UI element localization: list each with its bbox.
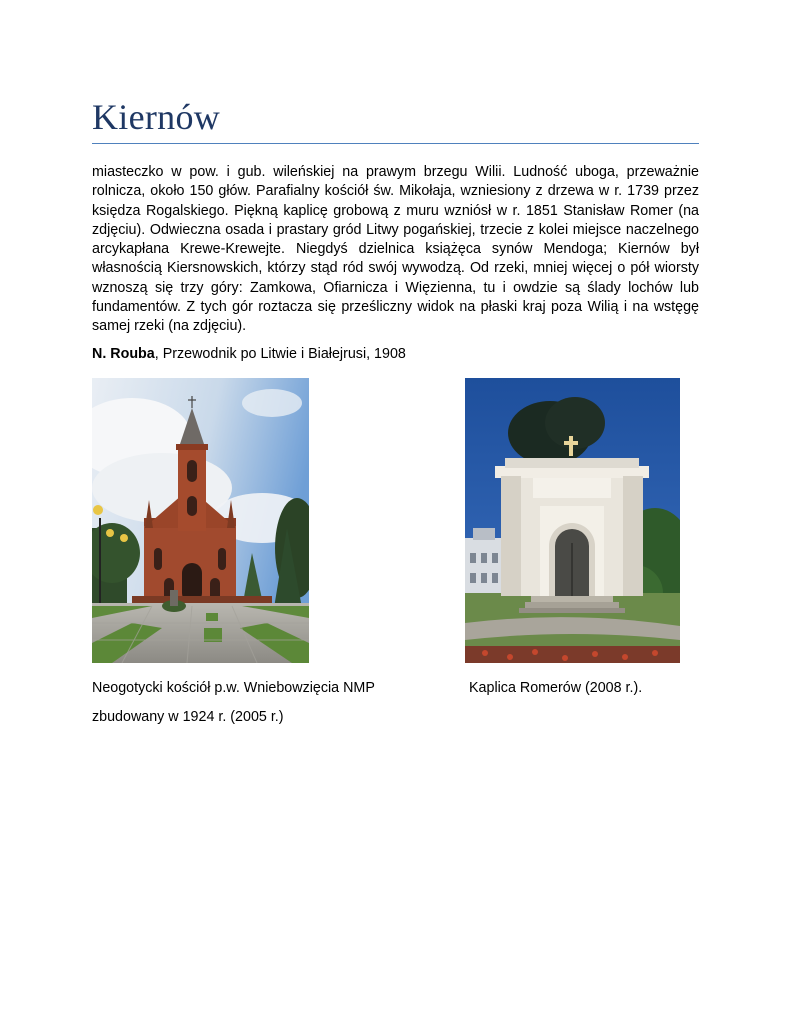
church-caption-line1: Neogotycki kościół p.w. Wniebowzięcia NMP (92, 680, 375, 696)
chapel-photo (465, 378, 680, 663)
church-photo (92, 378, 309, 663)
page-title: Kiernów (92, 97, 221, 137)
body-paragraph: miasteczko w pow. i gub. wileńskiej na prawym brzegu Wilii. Ludność uboga, przeważnie rolnicza, około 150 głów. Parafialny kościół św. Mikołaja, wzniesiony z drzewa w r. 1739 przez księdza Rogalskiego. Piękną kaplicę grobową z muru wzniósł w r. 1851 Stanisław Romer (na zdjęciu). Odwieczna osada i prastary gród Litwy pogańskiej, trzecie z kolei miejsce naczelnego arcykapłana Krewe-Krewejte. Niegdyś dzielnica książęca synów Mendoga; Kiernów był własnością Kiersnowskich, którzy stąd ród swój wywodzą. Od rzeki, mniej więcej o pół wiorsty wznoszą się trzy góry: Zamkowa, Ofiarnicza i Więzienna, tu i owdzie są ślady lochów lub fundamentów. Z tych gór roztacza się prześliczny widok na płaski kraj poza Wilią i na wstęgę samej rzeki (na zdjęciu). (92, 164, 699, 335)
chapel-caption: Kaplica Romerów (2008 r.). (469, 680, 643, 696)
church-caption-line2: zbudowany w 1924 r. (2005 r.) (92, 709, 284, 725)
title-underline (92, 143, 699, 144)
citation-author: N. Rouba (92, 346, 155, 362)
citation (92, 345, 406, 364)
citation-source: , Przewodnik po Litwie i Białejrusi, 1908 (154, 346, 406, 362)
